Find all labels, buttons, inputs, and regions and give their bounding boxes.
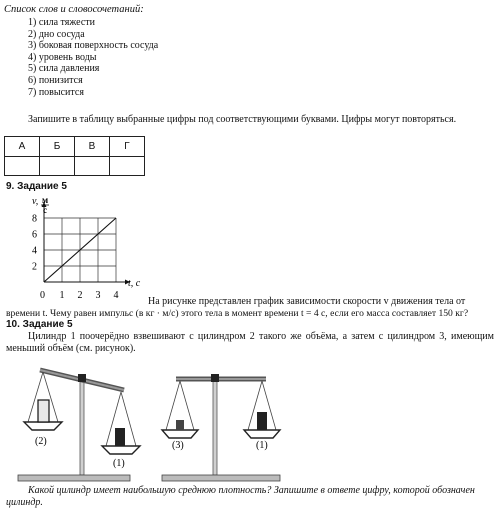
task10-question: Какой цилиндр имеет наибольшую среднюю плотность? Запишите в ответе цифру, которой обозначен цилиндр.: [6, 485, 475, 508]
cylinder-1: [115, 428, 125, 446]
cylinder-1: [257, 412, 267, 430]
x-tick-label: 1: [59, 290, 65, 301]
table-header-cell: Б: [40, 137, 75, 157]
left-pan: [162, 430, 198, 438]
x-tick-label: 2: [77, 290, 83, 301]
cylinder-label: (1): [113, 458, 125, 469]
task10-text: Цилиндр 1 поочерёдно взвешивают с цилиндром 2 такого же объёма, а затем с цилиндром 3, имеющим меньший объём (см. рисунок).: [6, 331, 494, 354]
task9-header: 9. Задание 5: [6, 181, 67, 192]
x-tick-label: 3: [95, 290, 101, 301]
right-balance: [162, 374, 280, 481]
table-header-cell: А: [5, 137, 40, 157]
right-pan: [244, 430, 280, 438]
answer-table: [4, 136, 145, 176]
y-tick-label: 6: [32, 229, 37, 241]
task9-text-line1: На рисунке представлен график зависимости скорости v движения тела от: [148, 296, 466, 307]
answer-cell[interactable]: [40, 157, 75, 176]
list-item: 1) сила тяжести: [28, 17, 96, 28]
right-pan: [102, 446, 140, 454]
cylinder-3: [176, 420, 184, 430]
right-balance-stand: [213, 378, 217, 475]
left-balance-base: [18, 475, 130, 481]
velocity-time-chart: [0, 190, 150, 302]
balances-illustration: [0, 358, 300, 482]
left-balance-pointer: [78, 374, 86, 382]
answer-cell[interactable]: [75, 157, 110, 176]
answer-cell[interactable]: [110, 157, 145, 176]
cylinder-label: (1): [256, 440, 268, 451]
cylinder-label: (2): [35, 436, 47, 447]
cylinder-2: [38, 400, 49, 422]
list-item: 3) боковая поверхность сосуда: [28, 40, 159, 52]
y-axis-label: v,: [32, 196, 39, 207]
list-item: 5) сила давления: [28, 63, 100, 75]
instruction-text: Запишите в таблицу выбранные цифры под соответствующими буквами. Цифры могут повторяться.: [28, 114, 457, 125]
y-axis-unit-denominator: с: [43, 205, 47, 215]
word-list-title: Список слов и словосочетаний:: [4, 4, 144, 15]
list-item: 4) уровень воды: [28, 51, 97, 63]
left-pan: [24, 422, 62, 430]
table-header-cell: В: [75, 137, 110, 157]
x-tick-label: 4: [113, 290, 119, 301]
task10-header: 10. Задание 5: [6, 319, 73, 330]
left-balance: [18, 370, 140, 481]
cylinder-label: (3): [172, 440, 184, 451]
left-balance-stand: [80, 381, 84, 475]
list-item: 2) дно сосуда: [28, 28, 85, 40]
list-item: 6) понизится: [28, 74, 83, 86]
y-tick-label: 2: [32, 261, 37, 273]
answer-cell[interactable]: [5, 157, 40, 176]
origin-label: 0: [40, 290, 45, 301]
y-tick-label: 4: [32, 245, 37, 257]
table-header-cell: Г: [110, 137, 145, 157]
y-axis-unit-numerator: м: [42, 195, 49, 205]
right-balance-pointer: [211, 374, 219, 382]
y-tick-label: 8: [32, 213, 37, 225]
word-list: [28, 17, 158, 98]
right-balance-base: [162, 475, 280, 481]
list-item: 7) повысится: [28, 86, 84, 98]
task9-text-line2: времени t. Чему равен импульс (в кг · м/с) этого тела в момент времени t = 4 с, если его масса составляет 150 кг?: [6, 308, 469, 319]
x-axis-label: t, с: [128, 278, 141, 289]
